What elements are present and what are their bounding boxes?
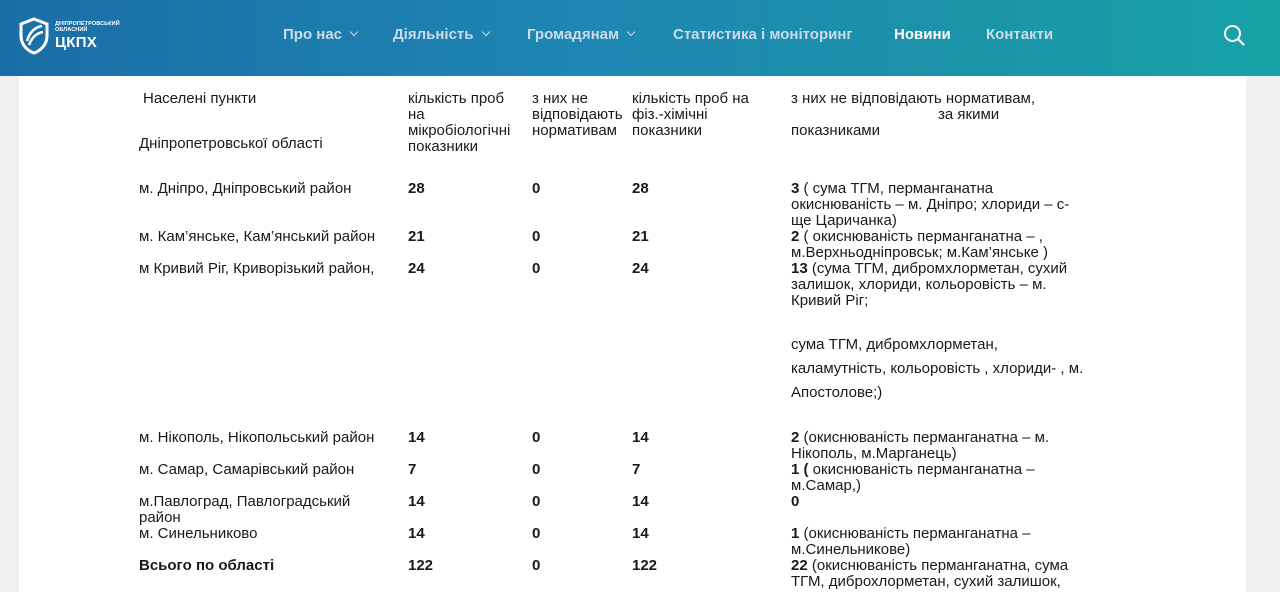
table-row-micro: 28 xyxy=(408,180,425,197)
table-row-chem: 14 xyxy=(632,493,649,510)
nav-statistics-label: Статистика і моніторинг xyxy=(673,25,853,43)
header-bad-3: показниками xyxy=(791,122,880,139)
table-row-place: м Кривий Ріг, Криворізький район, xyxy=(139,260,375,277)
table-row-bad xyxy=(791,430,1049,446)
table-row-place: м. Кам’янське, Кам’янський район xyxy=(139,228,376,245)
table-row-chem: 7 xyxy=(632,461,641,478)
table-total-micro-bad: 0 xyxy=(532,557,541,574)
table-row-chem: 28 xyxy=(632,180,649,197)
header-micro-bad-3: нормативам xyxy=(532,122,617,139)
nav-news[interactable] xyxy=(894,24,951,44)
header-micro-2: на xyxy=(408,106,425,123)
bad-count: 2 xyxy=(791,228,800,245)
bad-count: 22 xyxy=(791,557,808,574)
table-total-chem: 122 xyxy=(632,557,658,574)
table-row-bad-line: каламутність, кольоровість , хлориди- , м. xyxy=(791,360,1084,377)
bad-count: 13 xyxy=(791,260,808,277)
bad-count: 1 xyxy=(791,525,800,542)
header-micro-bad-1: з них не xyxy=(532,90,589,107)
chevron-down-icon xyxy=(627,28,635,36)
table-row-bad-line: м.Верхньодніпровськ; м.Кам’янське ) xyxy=(791,244,1048,261)
table-row-bad-line: сума ТГМ, дибромхлорметан, xyxy=(791,336,998,353)
table-row-place: м. Дніпро, Дніпровський район xyxy=(139,180,352,197)
table-row-bad-line: ще Царичанка) xyxy=(791,212,897,229)
header-places: Населені пункти xyxy=(143,90,257,107)
table-row-bad-line: окиснюваність – м. Дніпро; хлориди – с- xyxy=(791,196,1070,213)
nav-activity[interactable] xyxy=(393,24,489,44)
header-chem-3: показники xyxy=(632,122,703,139)
table-row-bad xyxy=(791,181,993,197)
table-row-micro-bad: 0 xyxy=(532,461,541,478)
nav-contacts-label: Контакти xyxy=(986,25,1054,43)
nav-about[interactable] xyxy=(283,24,357,44)
header-bad-1: з них не відповідають нормативам, xyxy=(791,90,1036,107)
nav-contacts[interactable] xyxy=(986,24,1053,44)
table-row-bad xyxy=(791,462,1035,478)
table-row-micro: 7 xyxy=(408,461,417,478)
table-row-bad-line: Кривий Ріг; xyxy=(791,292,869,309)
header-region: Дніпропетровської області xyxy=(139,135,323,152)
table-row-chem: 14 xyxy=(632,429,649,446)
table-row-place: м. Самар, Самарівський район xyxy=(139,461,355,478)
table-row-bad xyxy=(791,229,1043,245)
nav-activity-label: Діяльність xyxy=(393,25,474,43)
table-row-chem: 21 xyxy=(632,228,649,245)
table-row-micro-bad: 0 xyxy=(532,525,541,542)
table-total-bad xyxy=(791,558,1068,574)
bad-count: 2 xyxy=(791,429,800,446)
bad-text: (окиснюваність перманганатна – xyxy=(799,525,1031,542)
header-micro-3: мікробіологічні xyxy=(408,122,511,139)
table-row-micro-bad: 0 xyxy=(532,180,541,197)
bad-text: (окиснюваність перманганатна, сума xyxy=(807,557,1069,574)
table-row-micro-bad: 0 xyxy=(532,493,541,510)
site-logo[interactable] xyxy=(18,16,128,56)
nav-news-label: Новини xyxy=(894,25,951,43)
shield-logo-icon xyxy=(18,17,50,55)
bad-text: ( сума ТГМ, перманганатна xyxy=(799,180,994,197)
table-row-bad-line: Нікополь, м.Марганець) xyxy=(791,445,957,462)
table-row-place: м. Синельниково xyxy=(139,525,258,542)
header-chem-2: фіз.-хімічні xyxy=(632,106,708,123)
article-content xyxy=(19,76,1246,592)
header-micro-4: показники xyxy=(408,138,479,155)
table-row-micro-bad: 0 xyxy=(532,228,541,245)
chevron-down-icon xyxy=(350,28,358,36)
table-row-place: м.Павлоград, Павлоградський xyxy=(139,493,351,510)
logo-title: ЦКПХ xyxy=(55,34,98,51)
table-row-chem: 14 xyxy=(632,525,649,542)
table-row-micro-bad: 0 xyxy=(532,429,541,446)
header-chem-1: кількість проб на xyxy=(632,90,749,107)
nav-about-label: Про нас xyxy=(283,25,343,43)
header-micro-bad-2: відповідають xyxy=(532,106,623,123)
site-header xyxy=(0,0,1280,76)
nav-statistics[interactable] xyxy=(673,24,853,44)
table-row-micro-bad: 0 xyxy=(532,260,541,277)
search-icon[interactable] xyxy=(1223,24,1245,46)
bad-text: ( окиснюваність перманганатна – , xyxy=(799,228,1043,245)
table-row-bad xyxy=(791,261,1067,277)
table-row-chem: 24 xyxy=(632,260,649,277)
table-row-bad-line: Апостолове;) xyxy=(791,384,883,401)
table-row-bad: 0 xyxy=(791,493,800,510)
bad-text: (сума ТГМ, дибромхлорметан, сухий xyxy=(807,260,1068,277)
table-total-bad-line: ТГМ, диброхлорметан, сухий залишок, xyxy=(791,573,1061,590)
table-row-micro: 14 xyxy=(408,429,425,446)
table-row-micro: 21 xyxy=(408,228,425,245)
logo-subtitle-2: ОБЛАСНИЙ xyxy=(55,27,88,33)
logo-subtitle-1: ДНІПРОПЕТРОВСЬКИЙ xyxy=(55,21,120,27)
bad-text: окиснюваність перманганатна – xyxy=(808,461,1035,478)
table-row-place-line: район xyxy=(139,509,181,526)
bad-count: 3 xyxy=(791,180,800,197)
chevron-down-icon xyxy=(481,28,489,36)
table-row-bad-line: м.Синельникове) xyxy=(791,541,911,558)
bad-text: (окиснюваність перманганатна – м. xyxy=(799,429,1050,446)
header-micro-1: кількість проб xyxy=(408,90,505,107)
table-row-place: м. Нікополь, Нікопольський район xyxy=(139,429,375,446)
header-bad-2: за якими xyxy=(938,106,1000,123)
table-row-micro: 14 xyxy=(408,525,425,542)
table-row-bad-line: м.Самар,) xyxy=(791,477,861,494)
bad-count: 1 ( xyxy=(791,461,809,478)
nav-citizens-label: Громадянам xyxy=(527,25,620,43)
table-total-label: Всього по області xyxy=(139,557,275,574)
nav-citizens[interactable] xyxy=(527,24,634,44)
table-row-bad-line: залишок, хлориди, кольоровість – м. xyxy=(791,276,1047,293)
table-row-micro: 14 xyxy=(408,493,425,510)
table-row-micro: 24 xyxy=(408,260,425,277)
table-row-bad xyxy=(791,526,1030,542)
table-total-micro: 122 xyxy=(408,557,434,574)
